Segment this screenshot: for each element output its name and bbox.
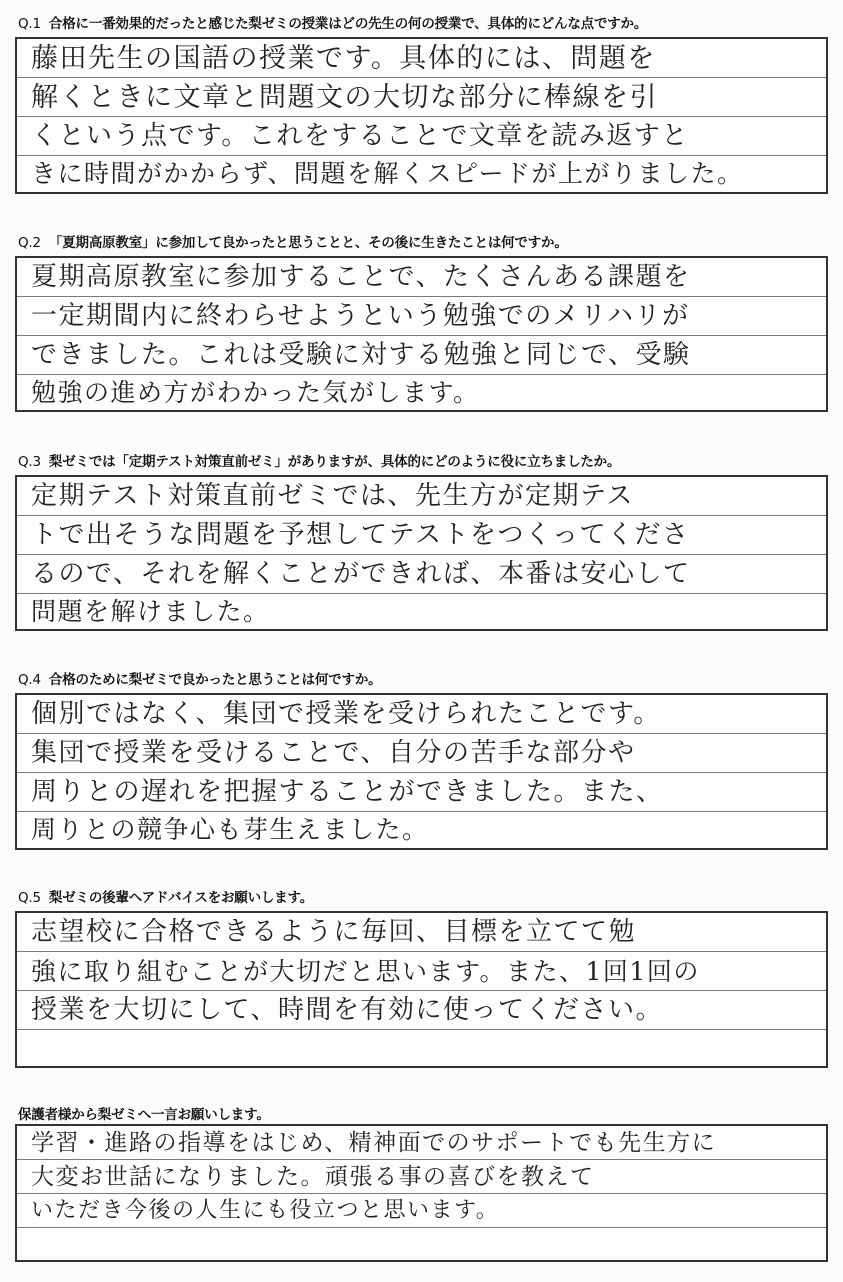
answer-line: 一定期間内に終わらせようという勉強でのメリハリが — [17, 297, 826, 336]
answer-line: 夏期高原教室に参加することで、たくさんある課題を — [17, 258, 826, 297]
question-text: 「夏期高原教室」に参加して良かったと思うことと、その後に生きたことは何ですか。 — [48, 235, 568, 251]
question-number: Q.5 — [18, 890, 41, 906]
answer-line: 志望校に合格できるように毎回、目標を立てて勉 — [17, 913, 826, 952]
answer-line: くという点です。これをすることで文章を読み返すと — [17, 117, 826, 156]
question-number: Q.3 — [18, 454, 41, 470]
answer-line: 集団で授業を受けることで、自分の苦手な部分や — [17, 734, 826, 773]
answer-line: できました。これは受験に対する勉強と同じで、受験 — [17, 336, 826, 375]
answer-box-4 — [15, 693, 828, 850]
question-text: 梨ゼミの後輩へアドバイスをお願いします。 — [48, 890, 314, 906]
question-text: 梨ゼミでは「定期テスト対策直前ゼミ」がありますが、具体的にどのように役に立ちましたか。 — [48, 454, 621, 470]
question-3-label — [18, 450, 620, 470]
question-1-label — [18, 12, 647, 32]
answer-line: 個別ではなく、集団で授業を受けられたことです。 — [17, 695, 826, 734]
answer-line: 勉強の進め方がわかった気がします。 — [31, 378, 480, 407]
answer-box-2 — [15, 256, 828, 412]
answer-line — [17, 1228, 826, 1260]
parents-label — [18, 1103, 270, 1123]
answer-line: 強に取り組むことが大切だと思います。また、1回1回の — [17, 952, 826, 991]
question-4-label — [18, 668, 381, 688]
answer-line: 周りとの競争心も芽生えました。 — [31, 815, 429, 844]
question-text: 合格に一番効果的だったと感じた梨ゼミの授業はどの先生の何の授業で、具体的にどんな点ですか。 — [48, 16, 648, 32]
answer-line: 周りとの遅れを把握することができました。また、 — [17, 773, 826, 812]
answer-line: 大変お世話になりました。頑張る事の喜びを教えて — [17, 1160, 826, 1194]
answer-line: 藤田先生の国語の授業です。具体的には、問題を — [17, 39, 826, 78]
parents-text: 保護者様から梨ゼミへ一言お願いします。 — [18, 1107, 270, 1123]
question-5-label — [18, 886, 313, 906]
answer-line: 定期テスト対策直前ゼミでは、先生方が定期テス — [17, 477, 826, 516]
question-text: 合格のために梨ゼミで良かったと思うことは何ですか。 — [48, 672, 382, 688]
answer-line: きに時間がかからず、問題を解くスピードが上がりました。 — [31, 159, 744, 188]
answer-line: トで出そうな問題を予想してテストをつくってくださ — [17, 516, 826, 555]
question-number: Q.1 — [18, 16, 41, 32]
question-2-label — [18, 231, 568, 251]
answer-line: いただき今後の人生にも役立つと思います。 — [17, 1194, 826, 1228]
answer-line: 学習・進路の指導をはじめ、精神面でのサポートでも先生方に — [17, 1126, 826, 1160]
answer-box-3 — [15, 475, 828, 631]
answer-box-1 — [15, 37, 828, 194]
question-number: Q.4 — [18, 672, 41, 688]
answer-line — [17, 1030, 826, 1066]
answer-line: 問題を解けました。 — [31, 597, 270, 626]
parents-answer-box — [15, 1124, 828, 1262]
answer-box-5 — [15, 911, 828, 1068]
question-number: Q.2 — [18, 235, 41, 251]
answer-line: るので、それを解くことができれば、本番は安心して — [17, 555, 826, 594]
answer-line: 解くときに文章と問題文の大切な部分に棒線を引 — [17, 78, 826, 117]
answer-line: 授業を大切にして、時間を有効に使ってください。 — [17, 991, 826, 1030]
